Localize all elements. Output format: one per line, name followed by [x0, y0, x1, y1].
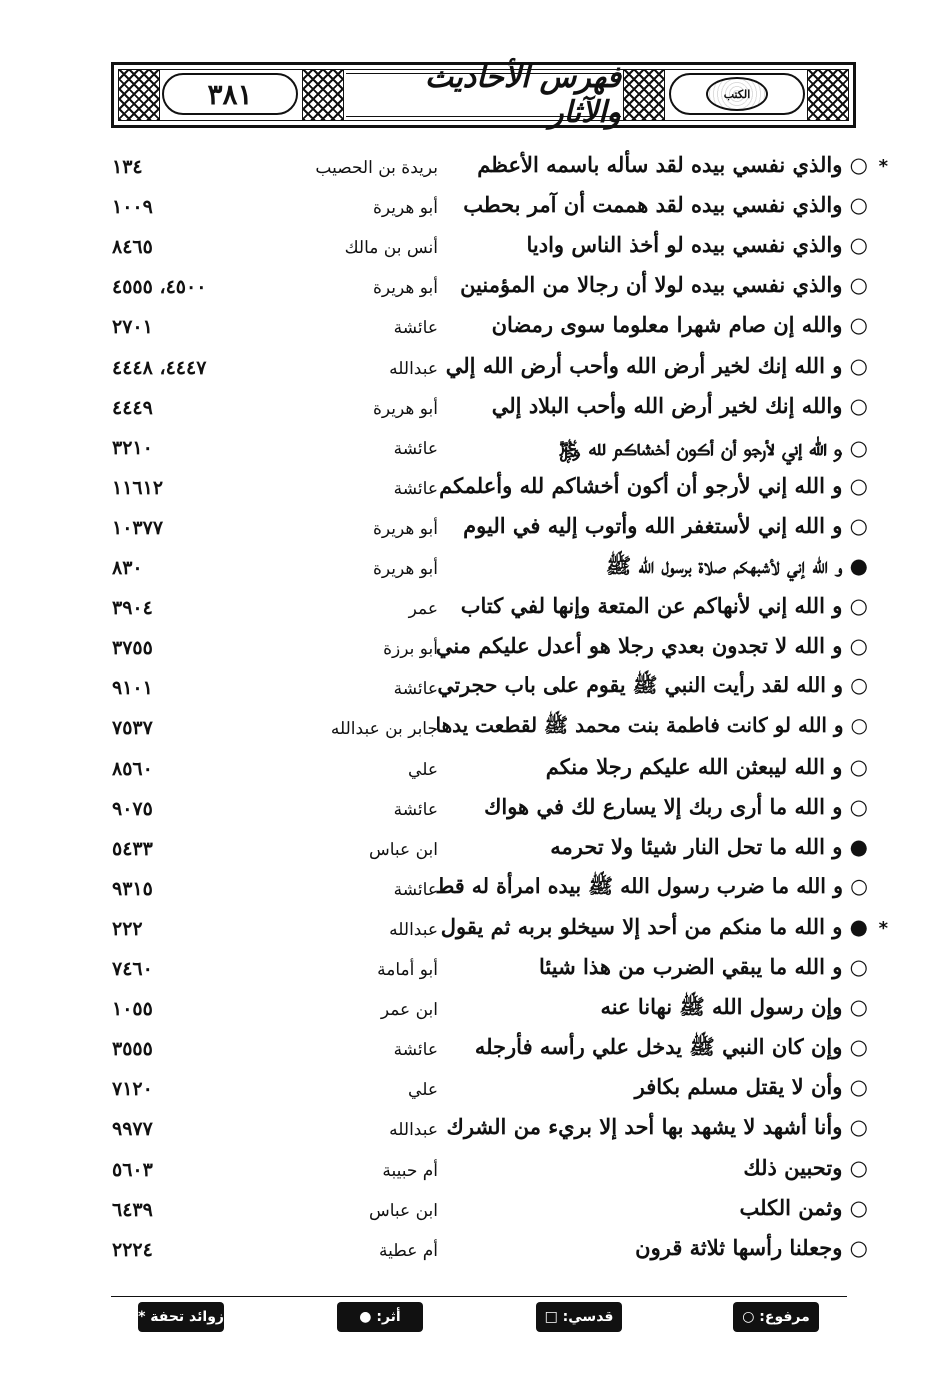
ornament-right-inner: [623, 69, 665, 121]
hadith-number: ٤٥٠٠، ٤٥٥٥: [112, 276, 207, 299]
index-row: [0, 713, 944, 753]
index-row: [0, 1195, 944, 1235]
index-row: [0, 433, 944, 473]
hadith-number: ٣٧٥٥: [112, 637, 153, 660]
logo-text: الكتب: [723, 87, 751, 101]
hadith-number: ٥٦٠٣: [112, 1158, 153, 1181]
hadith-text: ○ وأنا أشهد لا يشهد بها أحد إلا بريء من الشرك: [446, 1114, 868, 1140]
hadith-number: ١٠٥٥: [112, 998, 153, 1021]
index-row: [0, 232, 944, 272]
hadith-text: ○ و الله إني لأنهاكم عن المتعة وإنها لفي كتاب: [460, 593, 868, 619]
legend-marfu: مرفوع: ○: [733, 1302, 819, 1332]
hadith-number: ٩١٠١: [112, 677, 153, 700]
hadith-text: ● و الله إني لأشبهكم صلاة برسول الله ﷺ: [605, 553, 868, 578]
index-row: [0, 914, 944, 954]
narrator-name: عائشة: [393, 438, 438, 459]
footer-divider: [111, 1296, 847, 1297]
hadith-number: ٧١٢٠: [112, 1078, 153, 1101]
index-row: [0, 834, 944, 874]
narrator-name: عائشة: [393, 879, 438, 900]
hadith-number: ٦٤٣٩: [112, 1198, 153, 1221]
hadith-number: ٣٩٠٤: [112, 597, 153, 620]
narrator-name: جابر بن عبدالله: [330, 719, 438, 740]
narrator-name: أبو هريرة: [372, 398, 438, 419]
hadith-number: ٢٧٠١: [112, 316, 153, 339]
hadith-text: ○ والله إنك لخير أرض الله وأحب البلاد إلي: [491, 392, 868, 418]
index-row: [0, 393, 944, 433]
ornament-left-inner: [302, 69, 344, 121]
hadith-number: ١١٦١٢: [112, 476, 164, 499]
hadith-text: ○ والله إن صام شهرا معلوما سوى رمضان: [491, 312, 868, 338]
narrator-name: أبو هريرة: [372, 518, 438, 539]
hadith-number: ٨٣٠: [112, 557, 143, 579]
hadith-number: ٧٥٣٧: [112, 717, 153, 740]
index-row: [0, 794, 944, 834]
hadith-number: ٢٢٢: [112, 917, 143, 940]
ornament-right-outer: [807, 69, 849, 121]
hadith-number: ٨٤٦٥: [112, 236, 153, 259]
hadith-text: ○ و الله ما يبقي الضرب من هذا شيئا: [539, 954, 868, 979]
hadith-text: ● و الله ما منكم من أحد إلا سيخلو بربه ثم يقول: [440, 913, 868, 939]
narrator-name: عبدالله: [389, 358, 438, 379]
legend-qudsi: قدسي: □: [536, 1302, 622, 1332]
hadith-number: ٩٠٧٥: [112, 797, 153, 820]
index-row: [0, 1235, 944, 1275]
page-title: فهرس الأحاديث والآثار: [346, 73, 621, 117]
hadith-number: ٣٢١٠: [112, 436, 153, 459]
index-row: [0, 874, 944, 914]
index-row: [0, 192, 944, 232]
hadith-text: ○ و الله إنك لخير أرض الله وأحب أرض الله إلي: [445, 352, 868, 378]
hadith-text: ○ و الله إني لأستغفر الله وأتوب إليه في اليوم: [463, 512, 868, 538]
index-row: [0, 633, 944, 673]
hadith-text: ○ وإن رسول الله ﷺ نهانا عنه: [600, 994, 868, 1020]
narrator-name: عائشة: [393, 679, 438, 700]
logo-frame: [669, 73, 805, 115]
hadith-number: ٩٣١٥: [112, 877, 153, 900]
narrator-name: بريدة بن الحصيب: [315, 158, 438, 178]
narrator-name: أنس بن مالك: [344, 238, 438, 259]
hadith-text: ○ وثمن الكلب: [739, 1194, 868, 1220]
narrator-name: أبو أمامة: [377, 960, 438, 980]
index-row: [0, 994, 944, 1034]
index-row: [0, 1074, 944, 1114]
narrator-name: أم حبيبة: [382, 1160, 438, 1181]
hadith-number: ٥٤٣٣: [112, 837, 153, 860]
narrator-name: أبو هريرة: [372, 278, 438, 299]
hadith-text: ○ وتحبين ذلك: [743, 1154, 868, 1180]
hadith-number: ٨٥٦٠: [112, 757, 153, 780]
index-row: [0, 754, 944, 794]
book-seal-icon: [706, 77, 768, 111]
index-row: [0, 353, 944, 393]
legend-athar: أثر: ●: [337, 1302, 423, 1332]
ornament-left-outer: [118, 69, 160, 121]
narrator-name: عبدالله: [389, 1120, 438, 1141]
narrator-name: أبو هريرة: [372, 559, 438, 579]
narrator-name: عائشة: [393, 478, 438, 499]
hadith-text: ○ و الله لقد رأيت النبي ﷺ يقوم على باب حجرتي: [437, 673, 868, 698]
narrator-name: عائشة: [393, 799, 438, 820]
narrator-name: أم عطية: [379, 1240, 438, 1261]
hadith-number: ٩٩٧٧: [112, 1118, 153, 1141]
hadith-number: ٣٥٥٥: [112, 1038, 153, 1061]
narrator-name: أبو برزة: [383, 639, 438, 660]
hadith-number: ٧٤٦٠: [112, 958, 153, 980]
hadith-text: ○ و الله ليبعثن الله عليكم رجلا منكم: [545, 753, 868, 779]
hadith-text: ○ والذي نفسي بيده لو أخذ الناس واديا: [526, 232, 868, 258]
narrator-name: عائشة: [393, 318, 438, 339]
hadith-text: ○ و الله لا تجدون بعدي رجلا هو أعدل عليكم مني: [435, 633, 868, 659]
hadith-number: ١٠٣٧٧: [112, 516, 164, 539]
hadith-number: ٢٢٢٤: [112, 1238, 153, 1261]
hadith-number: ٤٤٤٩: [112, 396, 153, 419]
hadith-text: ○ و الله ما ضرب رسول الله ﷺ بيده امرأة له قط: [435, 873, 868, 898]
zawaid-mark: *: [878, 156, 888, 177]
hadith-text: ○ وإن كان النبي ﷺ يدخل علي رأسه فأرجله: [474, 1034, 868, 1060]
index-row: [0, 312, 944, 352]
hadith-text: ○ و الله ما أرى ربك إلا يسارع لك في هواك: [484, 793, 868, 819]
index-row: [0, 954, 944, 994]
index-row: [0, 1114, 944, 1154]
page-header: [111, 62, 856, 128]
narrator-name: ابن عباس: [368, 1200, 438, 1221]
index-row: [0, 1034, 944, 1074]
narrator-name: ابن عباس: [368, 839, 438, 860]
index-row: [0, 473, 944, 513]
index-row: [0, 1155, 944, 1195]
hadith-text: ○ و الله إني لأرجو أن أكون أخشاكم لله وأعلمكم: [439, 472, 868, 498]
index-row: [0, 513, 944, 553]
index-row: [0, 272, 944, 312]
index-row: [0, 673, 944, 713]
index-row: [0, 152, 944, 192]
zawaid-mark: *: [878, 917, 888, 939]
narrator-name: عبدالله: [389, 919, 438, 940]
page-number: ٣٨١: [162, 73, 298, 115]
hadith-number: ١٠٠٩: [112, 196, 153, 219]
narrator-name: ابن عمر: [380, 1000, 438, 1021]
index-row: [0, 593, 944, 633]
narrator-name: علي: [408, 1080, 438, 1101]
hadith-text: ○ وجعلنا رأسها ثلاثة قرون: [635, 1234, 868, 1260]
hadith-text: ○ والذي نفسي بيده لقد سأله باسمه الأعظم: [477, 152, 868, 177]
hadith-text: ○ و الله لو كانت فاطمة بنت محمد ﷺ لقطعت يدها: [435, 713, 868, 738]
hadith-number: ٤٤٤٧، ٤٤٤٨: [112, 356, 207, 379]
hadith-text: ● و الله ما تحل النار شيئا ولا تحرمه: [550, 833, 868, 859]
narrator-name: أبو هريرة: [372, 198, 438, 219]
narrator-name: عائشة: [393, 1040, 438, 1061]
index-row: [0, 553, 944, 593]
narrator-name: علي: [408, 759, 438, 780]
hadith-text: ○ و الله إني لأرجو أن أكون أخشاكم لله ﷿: [558, 434, 868, 460]
hadith-text: ○ وأن لا يقتل مسلم بكافر: [634, 1074, 868, 1100]
narrator-name: عمر: [408, 599, 438, 620]
hadith-text: ○ والذي نفسي بيده لولا أن رجالا من المؤمنين: [460, 272, 868, 298]
hadith-number: ١٣٤: [112, 156, 143, 178]
legend-zawaid: زوائد تحفة *: [138, 1302, 224, 1332]
hadith-text: ○ والذي نفسي بيده لقد هممت أن آمر بحطب: [463, 192, 868, 218]
